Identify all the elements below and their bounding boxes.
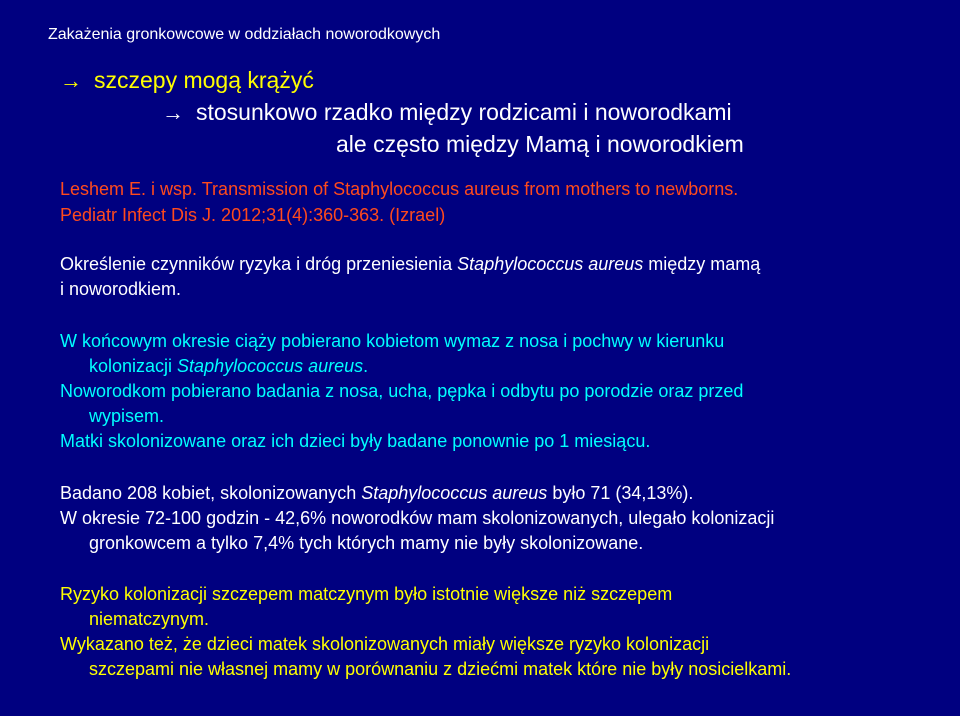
aim-text: Określenie czynników ryzyka i dróg przeniesienia: [60, 254, 458, 274]
results-line: W okresie 72-100 godzin - 42,6% noworodków mam skolonizowanych, ulegało kolonizacji: [60, 508, 775, 528]
bullet-line-3: ale często między Mamą i noworodkiem: [336, 131, 744, 157]
bullet-line-2: [162, 99, 732, 126]
conclusion-line: szczepami nie własnej mamy w porównaniu z dziećmi matek które nie były nosicielkami.: [89, 659, 792, 679]
conclusion-line: Wykazano też, że dzieci matek skolonizowanych miały większe ryzyko kolonizacji: [60, 634, 710, 654]
conclusions-paragraph: [60, 582, 930, 682]
slide-header: Zakażenia gronkowcowe w oddziałach noworodkowych: [48, 26, 441, 43]
species-name: Staphylococcus aureus: [361, 483, 548, 503]
aim-line-2: i noworodkiem.: [60, 279, 182, 299]
results-line: [60, 481, 930, 506]
results-text: było 71 (34,13%).: [547, 483, 694, 503]
methods-line: wypisem.: [89, 406, 165, 426]
species-name: Staphylococcus aureus: [457, 254, 644, 274]
methods-text: .: [363, 356, 369, 376]
results-text: Badano 208 kobiet, skolonizowanych: [60, 483, 362, 503]
methods-line: W końcowym okresie ciąży pobierano kobietom wymaz z nosa i pochwy w kierunku: [60, 331, 725, 351]
results-paragraph: [60, 481, 930, 556]
aim-text: między mamą: [643, 254, 761, 274]
bullet-line-1: [60, 67, 314, 94]
aim-line-1: [60, 252, 930, 277]
aim-paragraph: [60, 252, 930, 302]
right-arrow-icon: →: [162, 99, 184, 125]
citation-line-1: Leshem E. i wsp. Transmission of Staphylococcus aureus from mothers to newborns.: [60, 179, 739, 199]
methods-line: Noworodkom pobierano badania z nosa, ucha, pępka i odbytu po porodzie oraz przed: [60, 381, 744, 401]
citation: [60, 176, 920, 228]
results-line: gronkowcem a tylko 7,4% tych których mamy nie były skolonizowane.: [89, 533, 644, 553]
methods-line: Matki skolonizowane oraz ich dzieci były badane ponownie po 1 miesiącu.: [60, 431, 651, 451]
conclusion-line: niematczynym.: [89, 609, 210, 629]
conclusion-line: Ryzyko kolonizacji szczepem matczynym było istotnie większe niż szczepem: [60, 584, 673, 604]
species-name: Staphylococcus aureus: [177, 356, 364, 376]
methods-text: kolonizacji: [89, 356, 178, 376]
bullet-text-2: stosunkowo rzadko między rodzicami i noworodkami: [196, 99, 732, 125]
methods-line: [60, 354, 930, 379]
right-arrow-icon: →: [60, 67, 82, 93]
bullet-text-1: szczepy mogą krążyć: [94, 67, 314, 93]
citation-line-2: Pediatr Infect Dis J. 2012;31(4):360-363. (Izrael): [60, 205, 446, 225]
methods-paragraph: [60, 329, 930, 454]
